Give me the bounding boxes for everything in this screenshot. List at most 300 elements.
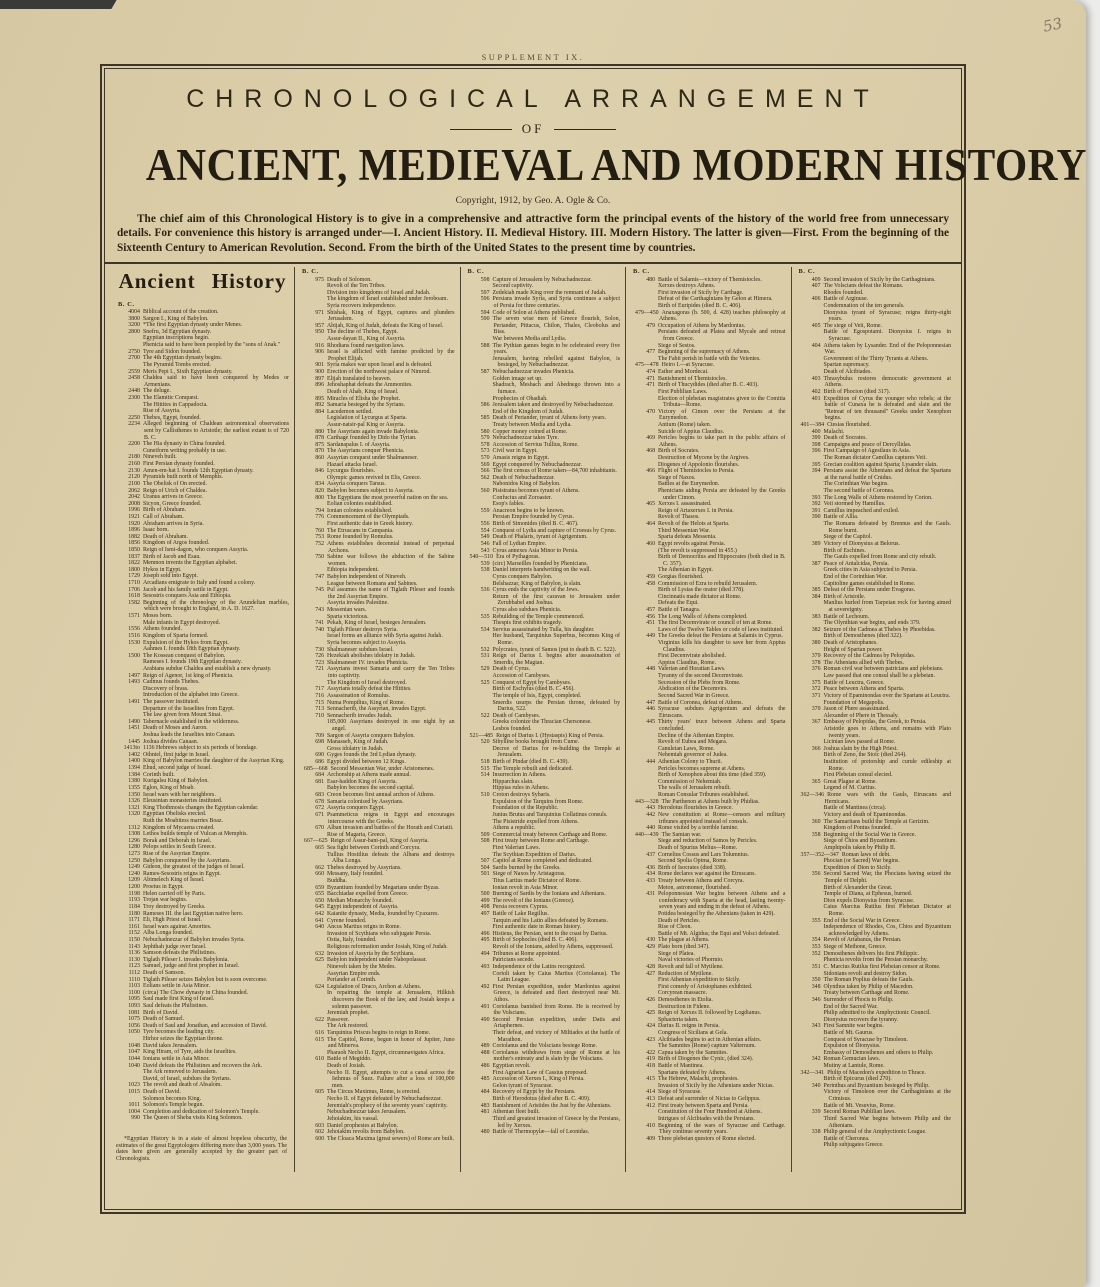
entry-year: 419 [646, 1056, 656, 1063]
entry-year: 616 [315, 1030, 325, 1036]
chronology-entry: 436 Birth of Isocrates (died 338). [631, 865, 786, 872]
entry-year: 1110 [128, 976, 140, 983]
entry-year: 346 [811, 996, 821, 1003]
entry-year: 406 [811, 296, 821, 303]
entry-year: 371 [811, 692, 821, 699]
entry-year: 975 [315, 276, 325, 283]
chronology-entry: 446 Syracuse subdues Agrigentum and defeats the Etruscans. [631, 706, 786, 719]
entry-year: 403 [811, 375, 821, 382]
chronology-entry-continuation: Siege and reduction of Samos by Pericles. [658, 838, 758, 845]
entry-year: 906 [315, 349, 325, 356]
chronology-entry: 753 Rome founded by Romulus. [300, 534, 455, 541]
chronology-entry-continuation: Corioli taken by Caius Martius (Coriolanus). The Latin League. [492, 970, 621, 984]
chronology-entry-continuation: Nebuchadnezzar takes Jerusalem. [327, 1109, 407, 1116]
entry-year: 573 [480, 448, 490, 455]
entry-year: 916 [315, 342, 325, 349]
chronology-entry: 1100 (circa) The Chow dynasty in China founded. [116, 990, 289, 997]
chronology-entry-continuation: Condemnation of the ten generals. [823, 302, 905, 309]
entry-year: 602 [315, 1129, 325, 1136]
chronology-entry-continuation: Persian Empire founded by Cyrus. [492, 514, 574, 521]
chronology-entry: 496 Histieus, the Persian, sent to the coast by Darius. [466, 931, 621, 938]
chronology-entry: 497 Battle of Lake Regillus. [466, 911, 621, 918]
chronology-entry-continuation: Religious reformation under Josiah, King of Judah. [327, 944, 448, 951]
chronology-entry: 2160 First Persian dynasty founded. [116, 461, 289, 468]
chronology-entry: 520 Sibylline books brought from Cume. [466, 739, 621, 746]
chronology-entry: 750 Sabine war follows the abduction of the Sabine women. [300, 554, 455, 567]
chronology-entry-continuation: Decree of Darius for re-building the Temple at Jerusalem. [492, 745, 621, 759]
entry-year: 1011 [128, 1102, 140, 1109]
chronology-entry-continuation: Aristotle goes to Athens, and remains with Plato twenty years. [823, 725, 952, 739]
entry-year: 383 [811, 613, 821, 620]
entry-year: 1044 [128, 1055, 140, 1062]
chronology-entry: 518 Birth of Pindar (died B. C. 439). [466, 759, 621, 766]
entry-year: 1497 [128, 672, 140, 679]
entry-year: 469 [646, 435, 656, 442]
chronology-entry: 479—450 Anaxagoras (b. 500, d. 428) teaches philosophy at Athens. [635, 309, 786, 323]
chronology-entry-continuation: The Athenian in Egypt. [658, 567, 713, 574]
entry-year: 401—384 [800, 421, 825, 428]
chronology-entry: 1710 Arcadians emigrate to Italy and found a colony. [116, 580, 289, 587]
chronology-entry-continuation: Phenicia said to have been peopled by the "sons of Anak." [143, 342, 281, 349]
chronology-entry-continuation: The Gauls expelled from Rome and city rebuilt. [823, 554, 937, 561]
chronology-entry-continuation: End of the Kingdom of Judah. [492, 408, 564, 415]
entry-year: 443—328 [635, 798, 659, 805]
entry-year: 1400 [128, 758, 140, 765]
chronology-entry-continuation: The temple of Isis, Egypt, completed. [492, 692, 582, 699]
chronology-entry-continuation: First Athenian expedition to Sicily. [658, 977, 741, 984]
chronology-entry: 460 Egypt revolts against Persia. [631, 541, 786, 548]
entry-year: 901 [315, 362, 325, 369]
chronology-entry: 655 Bacchiadae expelled from Greece. [300, 891, 455, 898]
entry-year: 897 [315, 375, 325, 382]
entry-year: 500 [480, 891, 490, 898]
entry-year: 407 [811, 283, 821, 290]
entry-year: 480 [480, 1129, 490, 1136]
chronology-entry: 365 Great Plague at Rome. [797, 779, 952, 786]
chronology-entry-continuation: The Pyramid Tombs erected. [143, 361, 211, 368]
chronology-entry-continuation: Buddha. [327, 877, 347, 884]
chronology-entry: 401—384 Ctesias flourished. [800, 421, 871, 428]
chronology-entry-continuation: Arabians subdue Chaldea and establish a new dynasty. [143, 665, 272, 672]
chronology-entry: 1150 Nebuchadnezzar of Babylon invades Syria. [116, 937, 289, 944]
chronology-entry: 892 Samaria besieged by the Syrians. [300, 402, 455, 409]
entry-year: 1618 [128, 593, 140, 600]
chronology-entry: 387 Peace of Antalcidas, Persia. [797, 561, 952, 568]
chronology-entry: 741 Pekah, King of Israel, besieges Jerusalem. [300, 620, 455, 627]
chronology-entry: 585 Death of Periander, tyrant of Athens forty years. [466, 415, 621, 422]
chronology-entry-continuation: Periander at Corinth. [327, 977, 377, 984]
history-column-2 [294, 267, 460, 1172]
chronology-entry: 507 Capitol at Rome completed and dedicated. [466, 858, 621, 865]
entry-year: 971 [315, 309, 325, 316]
chronology-entry: 521—485 Reign of Darius I. (Hystaspis) King of Persia. [469, 732, 604, 739]
entry-year: 372 [811, 686, 821, 693]
entry-year: 497 [480, 911, 490, 918]
chronology-entry: 338 Philip general of the Amphyctionic League. [797, 1129, 952, 1136]
entry-year: 423 [646, 1036, 656, 1043]
entry-year: 424 [646, 1023, 656, 1030]
chronology-entry: 1326 Eleusinian monasteries instituted. [116, 798, 289, 805]
entry-year: 437 [646, 851, 656, 858]
bc-column-label: B. C. [633, 268, 650, 276]
entry-year: 353 [811, 944, 821, 951]
chronology-entry-continuation: Embassy of Demosthenes and others to Philip. [823, 1049, 934, 1056]
chronology-entry: 413 Defeat and surrender of Nicias to Gelippus. [631, 1096, 786, 1103]
entry-year: 428 [646, 963, 656, 970]
entry-year: 484 [480, 1089, 490, 1096]
entry-year: 357—352—347 [800, 851, 839, 858]
entry-year: 418 [646, 1063, 656, 1070]
chronology-entry-continuation: The second battle of Coronea. [823, 488, 895, 495]
chronology-entry-continuation: Birth of Eschines. [823, 547, 866, 554]
entry-year: 389 [811, 540, 821, 547]
chronology-entry-continuation: Corcyrean massacre. [658, 990, 708, 997]
chronology-entry: 402 Birth of Phocion (died 317). [797, 389, 952, 396]
chronology-entry: 641 Cyrene founded. [300, 918, 455, 925]
chronology-entry-continuation: Caius Marcius Rutilus first Plebeian Dictator at Rome. [823, 904, 952, 918]
chronology-entry-continuation: Golden image set up. [492, 375, 543, 382]
entry-year: 2008 [128, 500, 140, 507]
chronology-entry: 423 Alcibiades begins to act in Athenian affairs. [631, 1037, 786, 1044]
chronology-entry: 794 Ionian colonies established. [300, 508, 455, 515]
chronology-entry: 535 Rebuilding of the Temple commenced. [466, 614, 621, 621]
entry-year: 880 [315, 428, 325, 435]
chronology-entry: 431 Peloponnesian War begins between Athens and a confederacy with Sparta at the head, lasting twenty-seven years and ending in the defeat of Athens. [631, 891, 786, 911]
entry-year: 834 [315, 481, 325, 488]
chronology-entry: 554 Conquest of Lydia and capture of Croesus by Cyrus. [466, 528, 621, 535]
chronology-entry-continuation: Kingdom of Pontus founded. [823, 825, 892, 832]
chronology-entry: 678 Samaria colonised by Assyrians. [300, 799, 455, 806]
chronology-entry-continuation: Capitoline games established in Rome. [823, 580, 916, 587]
chronology-entry: 975 Death of Solomon. [300, 277, 455, 284]
chronology-entry-continuation: Dion expels Dionysius from Syracuse. [823, 897, 915, 904]
chronology-entry-continuation: Tarquin and his Latin allies defeated by Romans. [492, 917, 608, 924]
chronology-entry: 1491 The passover instituted. [116, 699, 289, 706]
chronology-entry: 494 Tribunes at Rome appointed. [466, 951, 621, 958]
chronology-entry: 598 Capture of Jerusalem by Nebuchadnezzar. [466, 277, 621, 284]
chronology-entry: 745 Pul assumes the name of Tiglath Pileser and founds the 2nd Assyrian Empire. [300, 587, 455, 600]
entry-year: 465 [646, 501, 656, 508]
chronology-entry: 493 Independence of the Latins recognized. [466, 964, 621, 971]
chronology-entry: 1920 Abraham arrives in Syria. [116, 521, 289, 528]
chronology-entry: 448 Valerian and Horatian Laws. [631, 666, 786, 673]
entry-year: 1273 [128, 851, 140, 858]
entry-year: 747 [315, 573, 325, 580]
chronology-entry: 492 First Persian expedition, under Mardonius against Greece, is defeated and fleet destroyed near Mt. Athos. [466, 984, 621, 1004]
entry-year: 578 [480, 441, 490, 448]
chronology-entry: 730 Shalmaneser subdues Israel. [300, 647, 455, 654]
chronology-entry: 880 The Assyrians again invade Babylonia. [300, 429, 455, 436]
chronology-entry: 440 Rome visited by a terrible famine. [631, 825, 786, 832]
entry-year: 1180 [128, 910, 140, 917]
chronology-entry: 529 Death of Cyrus. [466, 666, 621, 673]
entry-year: 1837 [128, 553, 140, 560]
chronology-entry: 2130 Amen-em-hat I. founds 12th Egyptian dynasty. [116, 468, 289, 475]
chronology-entry-continuation: End of the Sacred War. [823, 1003, 878, 1010]
chronology-entry: 610 Battle of Megiddo. [300, 1056, 455, 1063]
entry-year: 596 [480, 296, 490, 303]
chronology-entry: 1380 Kurigalsu King of Babylon. [116, 778, 289, 785]
chronology-entry: 698 Manasseh, King of Judah. [300, 739, 455, 746]
chronology-entry-continuation: Eolian colonies established. [327, 501, 393, 508]
chronology-entry-continuation: Hazael attacks Israel. [327, 461, 378, 468]
chronology-entry-continuation: (The revolt is suppressed in 455.) [658, 547, 737, 554]
chronology-entry: 2234 Alleged beginning of Chaldean astronomical observations sent by Callisthenes to Aristotle; the earliest extant is of 720 B. C. [116, 421, 289, 441]
chronology-entry-continuation: Nineveh taken by the Medes. [327, 963, 396, 970]
entry-year: 587 [480, 369, 490, 376]
entry-year: 632 [315, 950, 325, 957]
chronology-entry: 878 Carthage founded by Dido the Tyrian. [300, 435, 455, 442]
entry-year: 427 [646, 970, 656, 977]
chronology-entry-continuation: Rise of Assyria. [143, 408, 181, 415]
entry-year: 510 [480, 792, 490, 799]
entry-year: 384 [811, 593, 821, 600]
chronology-entry: 667—625 Reign of Assur-bani-pal, King of Assyria. [304, 838, 429, 845]
entry-year: 1413to [123, 745, 140, 752]
chronology-entry: 491 Coriolanus banished from Rome. He is received by the Volscians. [466, 1004, 621, 1017]
chronology-entry: 481 Athenian fleet built. [466, 1109, 621, 1116]
entry-year: 1321 [128, 804, 140, 811]
chronology-entry-continuation: Battle of Mt. Gaurus. [823, 1030, 874, 1036]
chronology-entry-continuation: The Pisistride expelled from Athens. [492, 818, 579, 825]
chronology-entry: 1350 Israel wars with her neighbors. [116, 792, 289, 799]
chronology-entry: 686 Egypt divided between 12 Kings. [300, 759, 455, 766]
of-rule-left [450, 129, 512, 130]
chronology-entry: 498 Persia recovers Cyprus. [466, 904, 621, 911]
chronology-entry: 1530 Expulsion of the Hykos from Egypt. [116, 640, 289, 647]
chronology-entry: 1556 Athens founded. [116, 626, 289, 633]
entry-year: 442 [646, 811, 656, 818]
chronology-entry: 549 Death of Phalaris, tyrant of Agrigentum. [466, 534, 621, 541]
chronology-entry-continuation: Battle of Mt. Algidus; the Equi and Volsci defeated. [658, 930, 780, 937]
chronology-entry-continuation: Second captivity. [492, 283, 534, 290]
chronology-entry-continuation: Canuleian Laws, Rome. [658, 745, 715, 752]
chronology-entry: 406 Battle of Arginuse. [797, 296, 952, 303]
chronology-entry-continuation: Siege of Chios and Byzantium. [823, 838, 897, 845]
chronology-entry: 906 Israel is afflicted with famine predicted by the Prophet Elijah. [300, 349, 455, 362]
chronology-entry: 834 Assyria conquers Tarsus. [300, 481, 455, 488]
chronology-entry: 501 Siege of Naxos by Aristagoras. [466, 871, 621, 878]
chronology-entry-continuation: Battle of Egospotami. Dionysius I. reigns in Syracuse. [823, 329, 952, 343]
chronology-entry-continuation: Death of Josiah. [327, 1063, 366, 1070]
bc-column-label: B. C. [302, 268, 319, 276]
chronology-entry-continuation: Congress of Sicilians at Gela. [658, 1030, 728, 1036]
chronology-entry-continuation: Xerxes destroys Athens. [658, 283, 716, 290]
chronology-entry: 2448 The deluge. [116, 388, 289, 395]
entry-year: 496 [480, 930, 490, 937]
entry-year: 398 [811, 441, 821, 448]
chronology-entry-continuation: Reign of Artaxerxes I. in Persia. [658, 507, 734, 514]
entry-year: 900 [315, 369, 325, 376]
chronology-entry-continuation: Victory and death of Epaminondas. [823, 811, 907, 818]
chronology-entry: 458 Commission of Ezra to rebuild Jerusalem. [631, 581, 786, 588]
entry-year: 745 [315, 587, 325, 594]
chronology-entry: 3200 *The first Egyptian dynasty under Menes. [116, 322, 289, 329]
entry-year: 1112 [128, 969, 140, 976]
entry-year: 598 [480, 276, 490, 283]
chronology-entry: 522 Death of Cambyses. [466, 713, 621, 720]
chronology-entry-continuation: Israel forms an alliance with Syria against Judah. [327, 633, 443, 640]
chronology-entry-continuation: Revolt of Thasos. [658, 514, 700, 521]
chronology-entry: 710 Sennacherib invades Judah. [300, 713, 455, 720]
chronology-entry-continuation: Esop's fables. [492, 501, 525, 508]
chronology-entry-continuation: Abdication of the Decemvirs. [658, 686, 728, 693]
entry-year: 721 [315, 666, 325, 673]
chronology-entry: 2559 Meris Pepi I., Sixth Egyptian dynasty. [116, 369, 289, 376]
entry-year: 2160 [128, 461, 140, 468]
chronology-entry: 1110 Tiglath Pileser seizes Babylon but is soon overcome. [116, 977, 289, 984]
chronology-entry-continuation: Rise of Cleon. [658, 924, 692, 931]
entry-year: 659 [315, 884, 325, 891]
entry-year: 1048 [128, 1042, 140, 1049]
entry-year: 415 [646, 1076, 656, 1083]
chronology-entry: 579 Nebuchadnezzar takes Tyre. [466, 435, 621, 442]
chronology-entry: 433 Treaty between Athens and Corcyra. [631, 878, 786, 885]
chronology-entry: 354 Revolt of Artabanus, the Persian. [797, 937, 952, 944]
entry-year: 1193 [128, 897, 140, 904]
chronology-entry-continuation: Siege of the Capitol. [823, 534, 872, 541]
entry-year: 2559 [128, 368, 140, 375]
chronology-entry: 573 Civil war in Egypt. [466, 448, 621, 455]
chronology-entry: 514 Insurrection in Athens. [466, 772, 621, 779]
entry-year: 715 [315, 699, 325, 706]
entry-year: 1103 [128, 983, 140, 990]
chronology-entry: 489 Coriolanus and the Volscians besiege Rome. [466, 1043, 621, 1050]
entry-year: 365 [811, 778, 821, 785]
chronology-entry-continuation: Temple of Diana, at Ephesus, burned. [823, 891, 913, 898]
entry-year: 546 [480, 540, 490, 547]
chronology-entry-continuation: The walls of Jerusalem rebuilt. [658, 785, 731, 792]
chronology-entry-continuation: Appius Claudius, Rome. [658, 659, 716, 666]
entry-year: 1882 [128, 533, 140, 540]
chronology-entry: 457 Battle of Tanagra. [631, 607, 786, 614]
chronology-entry: 515 The Temple rebuilt and dedicated. [466, 766, 621, 773]
chronology-entry: 1445 Joshua divides Canaan. [116, 739, 289, 746]
chronology-entry: 685—668 Second Messenian War, under Aristomenes. [304, 765, 435, 772]
chronology-entry: 1400 King of Babylon marries the daughter of the Assyrian King. [116, 758, 289, 765]
entry-year: 422 [646, 1049, 656, 1056]
chronology-entry: 480 Battle of Salamis—victory of Themistocles. [631, 277, 786, 284]
chronology-entry: 539 (circ) Marseilles founded by Phenicians. [466, 561, 621, 568]
chronology-entry: 605 The Circus Maximus, Rome, is erected. [300, 1089, 455, 1096]
chronology-entry-continuation: Manlius hurled from Tarpeian rock for having aimed at sovereignty. [823, 600, 952, 613]
chronology-entry: 470 Victory of Cimon over the Persians at the Eurymedon. [631, 409, 786, 422]
handwritten-page-number: 53 [1041, 14, 1064, 36]
chronology-entry-continuation: Assur-natsir-pal King or Assyria. [327, 421, 405, 428]
entry-year: 352 [811, 950, 821, 957]
chronology-entry: 715 Numa Pompilius, King of Rome. [300, 700, 455, 707]
chronology-entry-continuation: Revolt of the Ten Tribes. [327, 283, 386, 290]
entry-year: 440—439 [635, 831, 659, 838]
chronology-entry-continuation: Third and greatest invasion of Greece by the Persians, led by Xerxes. [492, 1115, 621, 1129]
chronology-entry: 726 Hezekiah abolishes idolatry in Judah. [300, 653, 455, 660]
chronology-entry: 901 Syria makes war upon Israel and is defeated. [300, 362, 455, 369]
entry-year: 471 [646, 382, 656, 389]
entry-year: 351 [811, 963, 821, 970]
chronology-entry: 723 Shalmaneser IV. invades Phenicia. [300, 660, 455, 667]
chronology-entry: 1321 King Thothmosis changes the Egyptian calendar. [116, 805, 289, 812]
entry-year: 470 [646, 408, 656, 415]
entry-year: 878 [315, 435, 325, 442]
chronology-entry: 1081 Birth of David. [116, 1010, 289, 1017]
entry-year: 378 [811, 659, 821, 666]
entry-year: 1556 [128, 626, 140, 633]
entry-year: 405 [811, 322, 821, 329]
chronology-entry-continuation: Defeats the Equi. [658, 600, 699, 607]
chronology-entry: 459 Gorgias flourished. [631, 574, 786, 581]
entry-year: 1161 [128, 923, 140, 930]
chronology-entry: 343 First Samnite war begins. [797, 1023, 952, 1030]
chronology-entry-continuation: The Ark restored. [327, 1023, 369, 1030]
chronology-entry: 578 Accession of Servius Tullius, Rome. [466, 442, 621, 449]
supplement-label: SUPPLEMENT IX. [481, 52, 585, 62]
chronology-entry: 485 Accession of Xerxes I., King of Persia. [466, 1076, 621, 1083]
entry-year: 2062 [128, 487, 140, 494]
chronology-entry-continuation: Philip subjugates Greece. [823, 1142, 884, 1149]
chronology-entry: 1130 Tiglath Pileser I. invades Babylonia. [116, 957, 289, 964]
chronology-entry: 380 Death of Aristophanes. [797, 640, 952, 647]
chronology-entry: 1200 Proetus in Egypt. [116, 884, 289, 891]
chronology-entry-continuation: Jehoiakim, his vassal. [327, 1115, 379, 1122]
history-column-3 [460, 267, 626, 1172]
chronology-entry-continuation: Laws of the Twelve Tables or code of laws instituted. [658, 626, 784, 633]
entry-year: 532 [480, 646, 490, 653]
chronology-entry: 625 Babylon independent under Nabopolassar. [300, 957, 455, 964]
entry-year: 1582 [128, 599, 140, 606]
entry-year: 760 [315, 527, 325, 534]
entry-year: 549 [480, 534, 490, 541]
entry-year: 726 [315, 653, 325, 660]
entry-year: 1500 [128, 652, 140, 659]
entry-year: 515 [480, 765, 490, 772]
entry-year: 560 [480, 488, 490, 495]
entry-year: 1015 [128, 1088, 140, 1095]
chronology-entry: 412 First treaty between Sparta and Persia. [631, 1103, 786, 1110]
entry-year: 491 [480, 1003, 490, 1010]
chronology-entry: 464 Revolt of the Helots at Sparta. [631, 521, 786, 528]
chronology-entry: 442 New constitution at Rome—censors and military tribunes appointed instead of consuls. [631, 812, 786, 825]
chronology-entry-continuation: Revolt of Eubea and Megara. [658, 739, 728, 746]
chronology-entry: 379 Recovery of the Cadmea by Pelopidas. [797, 653, 952, 660]
entry-year: 1822 [128, 560, 140, 567]
entry-year: 622 [315, 1016, 325, 1023]
chronology-entry: 1921 Call of Abraham. [116, 514, 289, 521]
chronology-entry: 400 Malachi. [797, 429, 952, 436]
chronology-entry: 2700 The 4th Egyptian dynasty begins. [116, 355, 289, 362]
entry-year: 457 [646, 607, 656, 613]
entry-year: 370 [811, 706, 821, 713]
chronology-entry-continuation: Division into kingdoms of Israel and Judah. [327, 289, 431, 296]
chronology-entry: 509 Commercial treaty between Carthage and Rome. [466, 832, 621, 839]
entry-year: 393 [811, 494, 821, 501]
entry-year: 1047 [128, 1049, 140, 1056]
chronology-entry-continuation: Aahmes I. founds 18th Egyptian dynasty. [143, 646, 241, 653]
chronology-entry: 662 Thebes destroyed by Assyrians. [300, 865, 455, 872]
chronology-entry-continuation: Alexander of Phere in Thessaly. [823, 712, 899, 719]
entry-year: 1130 [128, 956, 140, 963]
chronology-entry: 957 Abijah, King of Judah, defeats the King of Israel. [300, 323, 455, 330]
chronology-entry-continuation: Nehemiah governor of Judea. [658, 752, 728, 759]
entry-year: 650 [315, 897, 325, 904]
chronology-entry: 426 Demosthenes in Etolia. [631, 997, 786, 1004]
chronology-entry: 372 Peace between Athens and Sparta. [797, 686, 952, 693]
entry-year: 509 [480, 831, 490, 838]
chronology-entry-continuation: Greek cities in Asia subjected to Persia. [823, 567, 917, 574]
chronology-entry: 1047 King Hiram, of Tyre, aids the Israelites. [116, 1049, 289, 1056]
chronology-entry: 716 Assassination of Romulus. [300, 693, 455, 700]
entry-year: 431 [646, 891, 656, 898]
entry-year: 409 [646, 1135, 656, 1142]
